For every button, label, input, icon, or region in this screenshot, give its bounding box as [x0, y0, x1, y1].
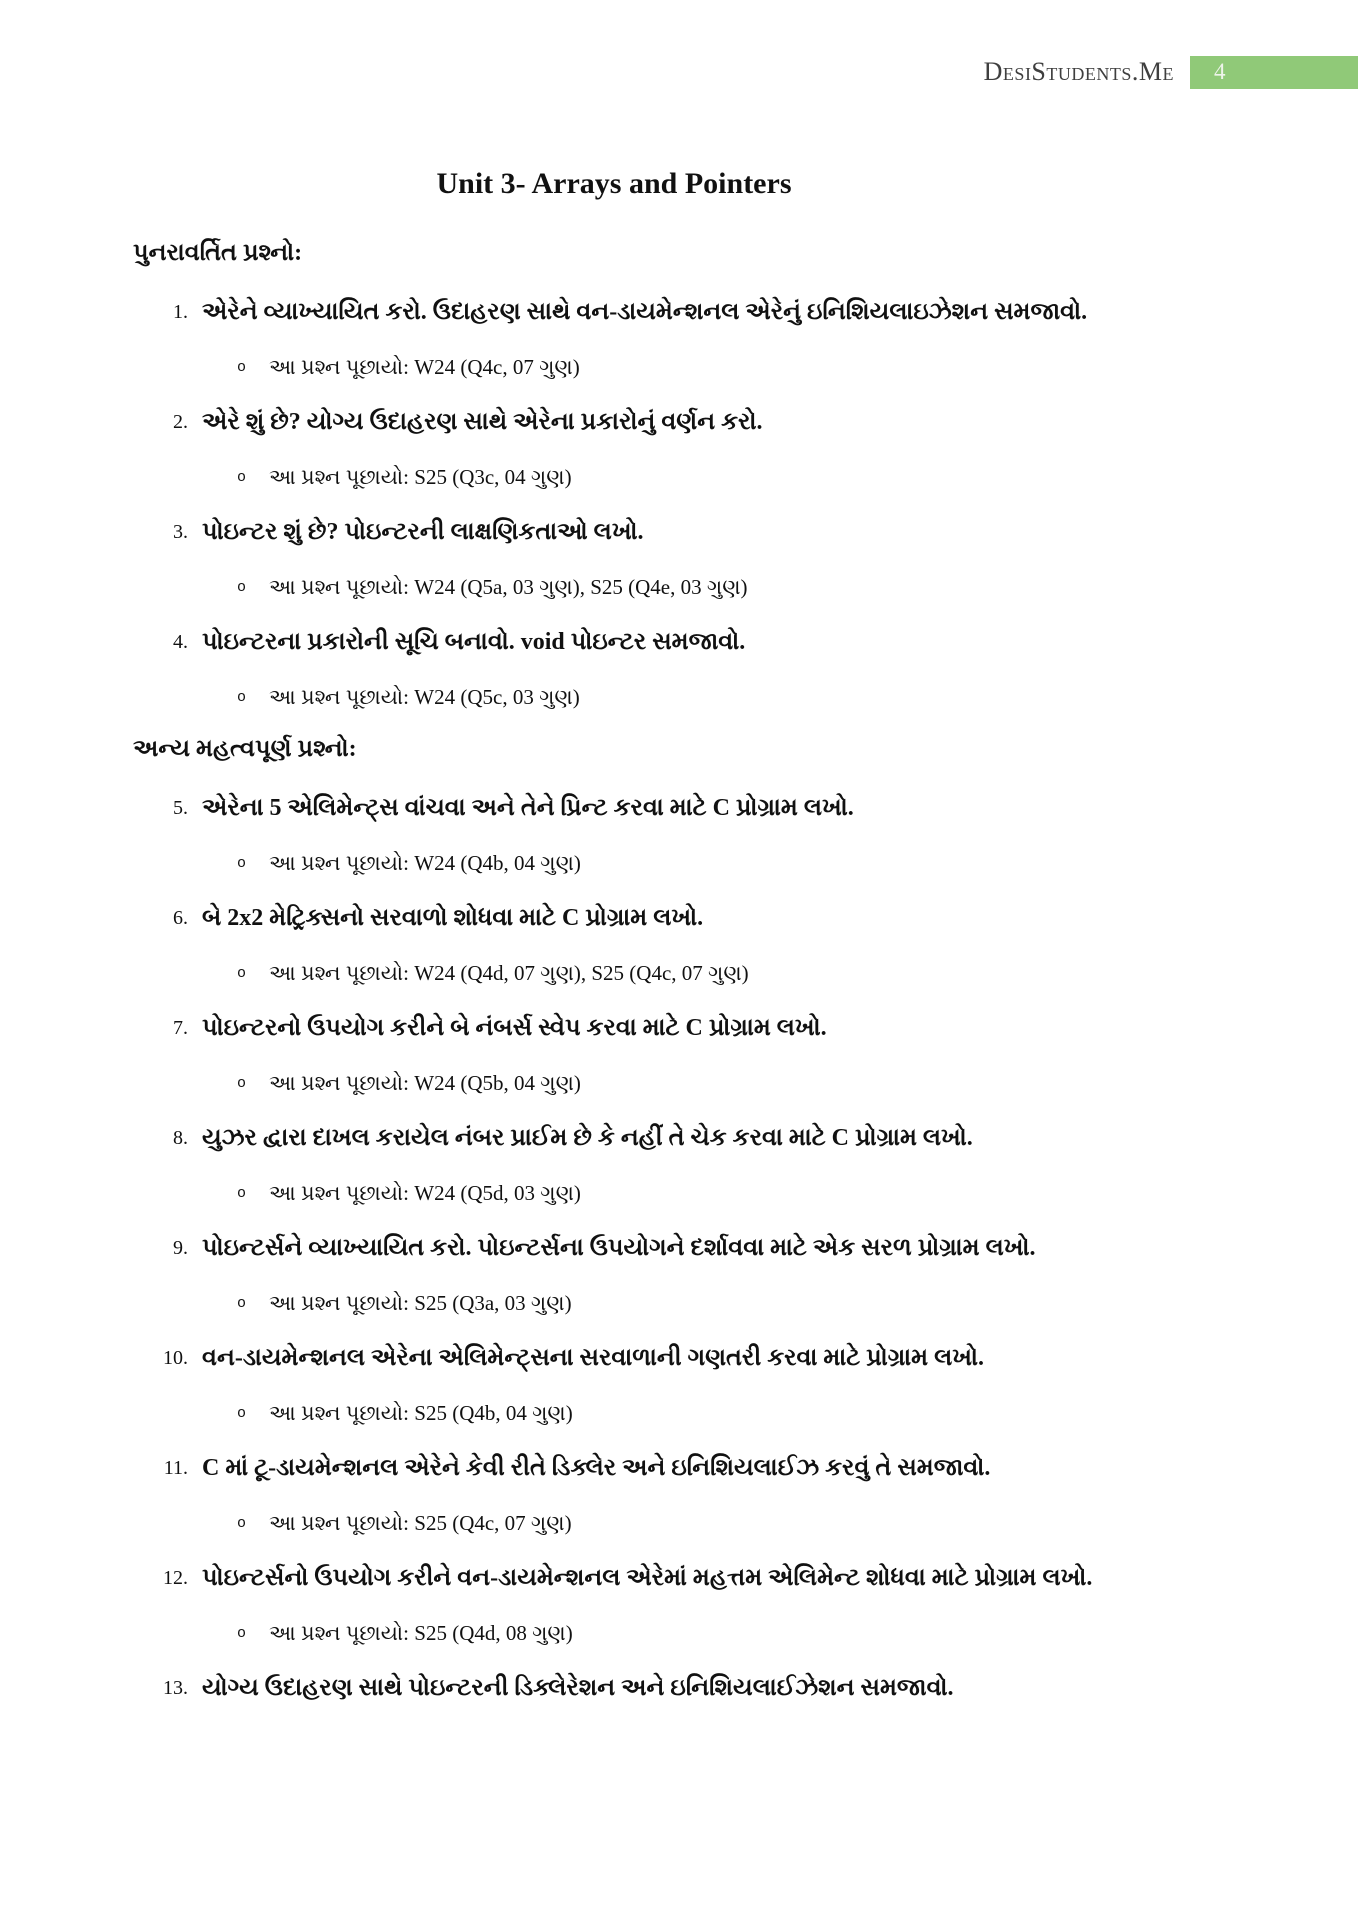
question-list	[133, 294, 1095, 712]
site-name: DesiStudents.Me	[983, 57, 1174, 86]
asked-text: આ પ્રશ્ન પૂછાયો: S25 (Q3c, 04 ગુણ)	[269, 465, 572, 489]
document-content	[133, 167, 1095, 1729]
question-number: 8.	[173, 1127, 188, 1149]
question-item	[133, 624, 1095, 712]
bullet-marker: o	[237, 1625, 247, 1642]
question-number: 2.	[173, 411, 188, 433]
section-heading: પુનરાવર્તિત પ્રશ્નો:	[133, 240, 303, 266]
question-row	[133, 514, 1095, 551]
asked-text: આ પ્રશ્ન પૂછાયો: W24 (Q5b, 04 ગુણ)	[269, 1071, 581, 1095]
question-text: યોગ્ય ઉદાહરણ સાથે પોઇન્ટરની ડિક્લેરેશન અને ઇનિશિયલાઈઝેશન સમજાવો.	[202, 1675, 954, 1701]
question-row	[133, 1010, 1095, 1047]
question-item	[133, 1670, 1095, 1707]
asked-row	[237, 1509, 1095, 1538]
bullet-marker: o	[237, 855, 247, 872]
question-text: પોઇન્ટર્સનો ઉપયોગ કરીને વન-ડાયમેન્શનલ એરેમાં મહત્તમ એલિમેન્ટ શોધવા માટે પ્રોગ્રામ લખો.	[202, 1565, 1093, 1591]
question-number: 10.	[163, 1347, 188, 1369]
question-item	[133, 1560, 1095, 1648]
bullet-marker: o	[237, 1405, 247, 1422]
question-number: 12.	[163, 1567, 188, 1589]
question-number: 1.	[173, 301, 188, 323]
question-row	[133, 1340, 1095, 1377]
question-row	[133, 1450, 1095, 1487]
question-section	[133, 734, 1095, 1707]
question-number: 11.	[163, 1457, 188, 1479]
question-item	[133, 1230, 1095, 1318]
question-item	[133, 1340, 1095, 1428]
asked-row	[237, 849, 1095, 878]
asked-text: આ પ્રશ્ન પૂછાયો: W24 (Q5c, 03 ગુણ)	[269, 685, 580, 709]
question-list	[133, 790, 1095, 1707]
question-text: બે 2x2 મેટ્રિક્સનો સરવાળો શોધવા માટે C પ્રોગ્રામ લખો.	[202, 905, 704, 931]
question-item	[133, 404, 1095, 492]
question-number: 13.	[163, 1677, 188, 1699]
question-item	[133, 900, 1095, 988]
asked-row	[237, 1069, 1095, 1098]
bullet-marker: o	[237, 1295, 247, 1312]
asked-row	[237, 959, 1095, 988]
asked-text: આ પ્રશ્ન પૂછાયો: W24 (Q4b, 04 ગુણ)	[269, 851, 581, 875]
bullet-marker: o	[237, 1075, 247, 1092]
asked-text: આ પ્રશ્ન પૂછાયો: W24 (Q4d, 07 ગુણ), S25 (Q4c, 07 ગુણ)	[269, 961, 749, 985]
question-text: એરેના 5 એલિમેન્ટ્સ વાંચવા અને તેને પ્રિન્ટ કરવા માટે C પ્રોગ્રામ લખો.	[202, 795, 854, 821]
bullet-marker: o	[237, 579, 247, 596]
section-heading: અન્ય મહત્વપૂર્ણ પ્રશ્નો:	[133, 736, 357, 762]
question-item	[133, 1450, 1095, 1538]
question-item	[133, 294, 1095, 382]
bullet-marker: o	[237, 1185, 247, 1202]
question-row	[133, 1560, 1095, 1597]
question-row	[133, 1230, 1095, 1267]
asked-text: આ પ્રશ્ન પૂછાયો: S25 (Q4b, 04 ગુણ)	[269, 1401, 573, 1425]
question-text: એરેને વ્યાખ્યાયિત કરો. ઉદાહરણ સાથે વન-ડાયમેન્શનલ એરેનું ઇનિશિયલાઇઝેશન સમજાવો.	[202, 299, 1088, 325]
asked-text: આ પ્રશ્ન પૂછાયો: W24 (Q5a, 03 ગુણ), S25 (Q4e, 03 ગુણ)	[269, 575, 748, 599]
question-text: પોઇન્ટર્સને વ્યાખ્યાયિત કરો. પોઇન્ટર્સના ઉપયોગને દર્શાવવા માટે એક સરળ પ્રોગ્રામ લખો.	[202, 1235, 1036, 1261]
page-number-badge	[1190, 56, 1358, 89]
asked-row	[237, 463, 1095, 492]
question-row	[133, 900, 1095, 937]
question-item	[133, 1120, 1095, 1208]
asked-row	[237, 1619, 1095, 1648]
bullet-marker: o	[237, 689, 247, 706]
question-text: વન-ડાયમેન્શનલ એરેના એલિમેન્ટ્સના સરવાળાની ગણતરી કરવા માટે પ્રોગ્રામ લખો.	[202, 1345, 984, 1371]
question-number: 7.	[173, 1017, 188, 1039]
asked-text: આ પ્રશ્ન પૂછાયો: W24 (Q5d, 03 ગુણ)	[269, 1181, 581, 1205]
question-section	[133, 238, 1095, 712]
question-number: 6.	[173, 907, 188, 929]
bullet-marker: o	[237, 359, 247, 376]
question-number: 5.	[173, 797, 188, 819]
asked-row	[237, 573, 1095, 602]
asked-row	[237, 353, 1095, 382]
question-text: પોઇન્ટરનો ઉપયોગ કરીને બે નંબર્સ સ્વેપ કરવા માટે C પ્રોગ્રામ લખો.	[202, 1015, 827, 1041]
asked-row	[237, 1399, 1095, 1428]
question-item	[133, 1010, 1095, 1098]
asked-row	[237, 1289, 1095, 1318]
document-title: Unit 3- Arrays and Pointers	[436, 167, 792, 200]
question-row	[133, 790, 1095, 827]
question-item	[133, 514, 1095, 602]
question-row	[133, 294, 1095, 331]
question-text: પોઇન્ટરના પ્રકારોની સૂચિ બનાવો. void પોઇન્ટર સમજાવો.	[202, 629, 746, 655]
asked-row	[237, 683, 1095, 712]
asked-text: આ પ્રશ્ન પૂછાયો: S25 (Q4d, 08 ગુણ)	[269, 1621, 573, 1645]
page-number: 4	[1214, 59, 1226, 84]
question-number: 3.	[173, 521, 188, 543]
question-number: 9.	[173, 1237, 188, 1259]
question-row	[133, 404, 1095, 441]
question-row	[133, 1120, 1095, 1157]
question-text: પોઇન્ટર શું છે? પોઇન્ટરની લાક્ષણિકતાઓ લખો.	[202, 519, 644, 545]
bullet-marker: o	[237, 469, 247, 486]
asked-text: આ પ્રશ્ન પૂછાયો: S25 (Q4c, 07 ગુણ)	[269, 1511, 572, 1535]
sections	[133, 238, 1095, 1707]
asked-row	[237, 1179, 1095, 1208]
question-item	[133, 790, 1095, 878]
page-header	[0, 55, 1358, 89]
question-row	[133, 624, 1095, 661]
question-number: 4.	[173, 631, 188, 653]
question-row	[133, 1670, 1095, 1707]
question-text: C માં ટૂ-ડાયમેન્શનલ એરેને કેવી રીતે ડિક્લેર અને ઇનિશિયલાઈઝ કરવું તે સમજાવો.	[202, 1455, 991, 1481]
question-text: એરે શું છે? યોગ્ય ઉદાહરણ સાથે એરેના પ્રકારોનું વર્ણન કરો.	[202, 409, 763, 435]
question-text: યુઝર દ્વારા દાખલ કરાયેલ નંબર પ્રાઈમ છે કે નહીં તે ચેક કરવા માટે C પ્રોગ્રામ લખો.	[202, 1125, 973, 1151]
bullet-marker: o	[237, 965, 247, 982]
asked-text: આ પ્રશ્ન પૂછાયો: W24 (Q4c, 07 ગુણ)	[269, 355, 580, 379]
asked-text: આ પ્રશ્ન પૂછાયો: S25 (Q3a, 03 ગુણ)	[269, 1291, 572, 1315]
bullet-marker: o	[237, 1515, 247, 1532]
